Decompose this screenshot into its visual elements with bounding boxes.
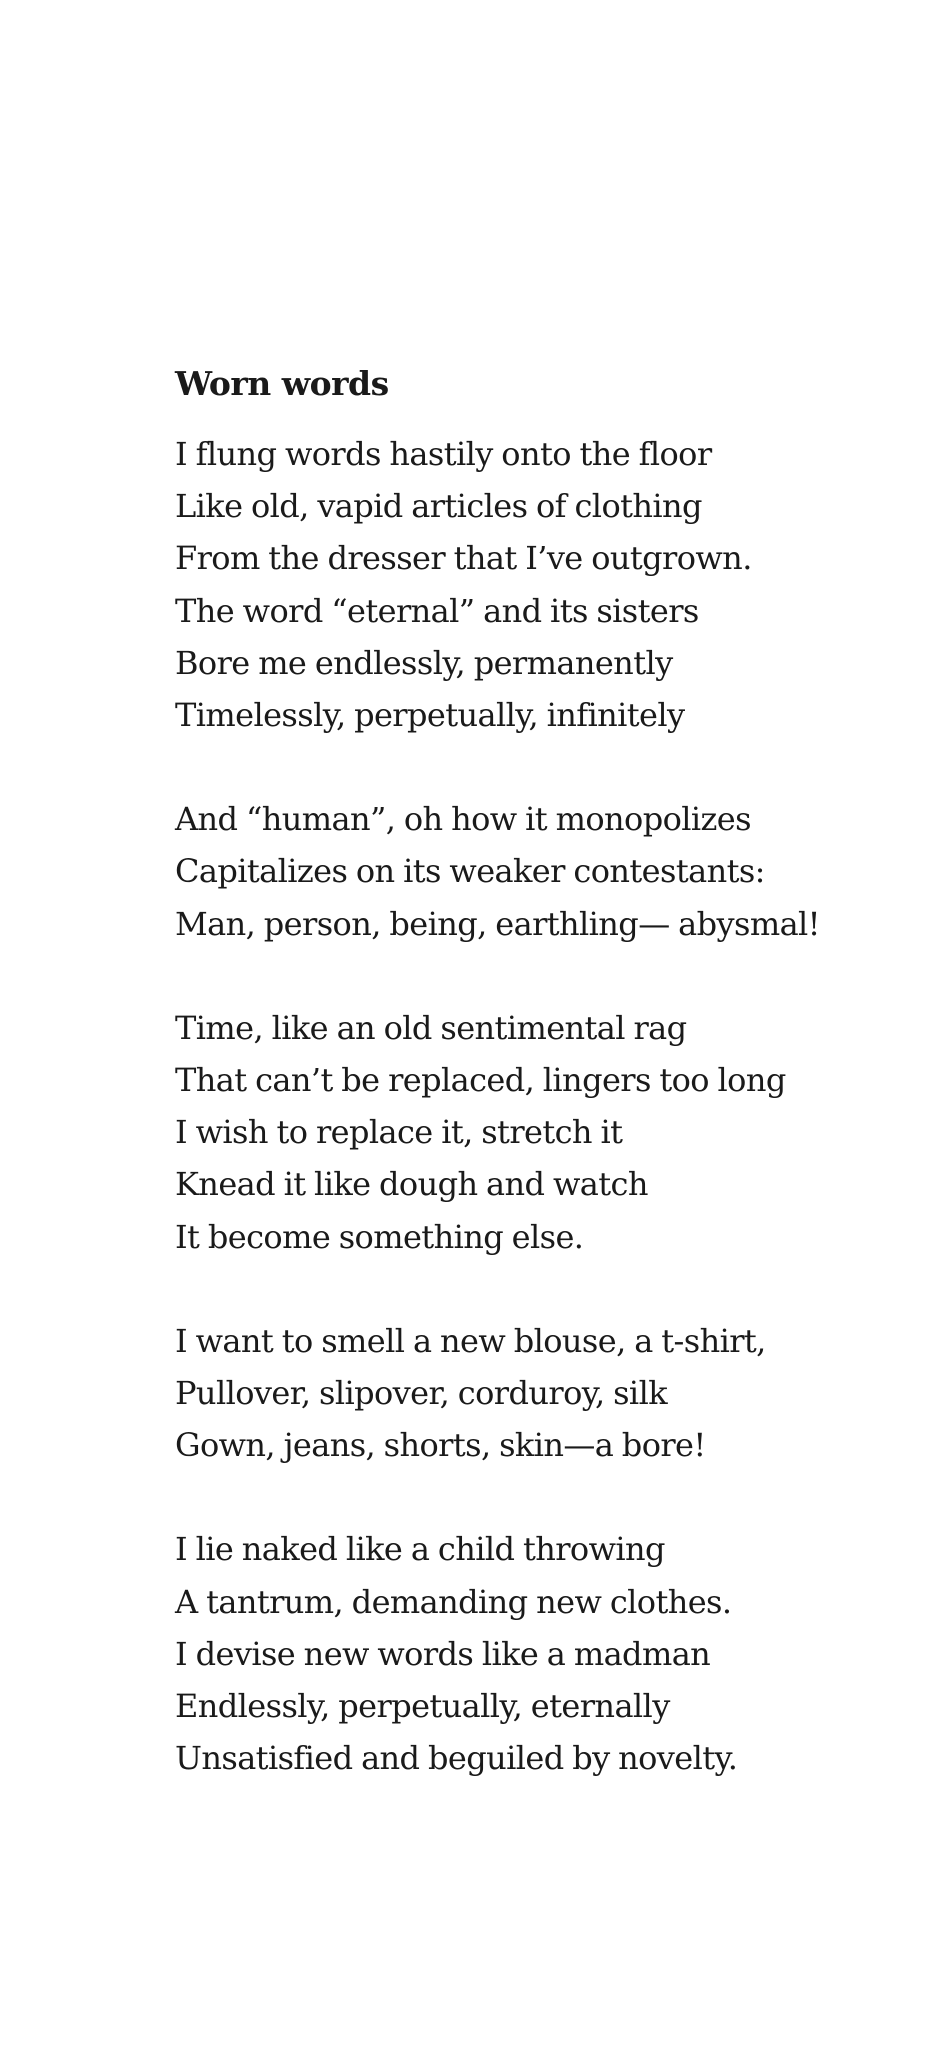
poem-line: I wish to replace it, stretch it — [175, 1113, 623, 1152]
poem-line: I flung words hastily onto the floor — [175, 435, 712, 473]
poem-page — [175, 362, 905, 1784]
stanza-5 — [175, 1523, 905, 1784]
poem-line: It become something else. — [175, 1217, 584, 1256]
stanza-1 — [175, 428, 905, 741]
poem-line: That can’t be replaced, lingers too long — [175, 1061, 786, 1100]
poem-line: I want to smell a new blouse, a t-shirt, — [175, 1321, 766, 1360]
poem-line: Capitalizes on its weaker contestants: — [175, 852, 765, 891]
stanza-3 — [175, 1002, 905, 1263]
poem-line: I lie naked like a child throwing — [175, 1530, 665, 1569]
poem-line: Endlessly, perpetually, eternally — [175, 1687, 670, 1726]
stanza-2 — [175, 793, 905, 950]
poem-line: Gown, jeans, shorts, skin—a bore! — [175, 1426, 706, 1465]
poem-line: Bore me endlessly, permanently — [175, 643, 673, 682]
poem-line: And “human”, oh how it monopolizes — [175, 800, 751, 839]
poem-line: Man, person, being, earthling— abysmal! — [175, 904, 820, 943]
poem-body — [175, 428, 905, 1784]
poem-line: From the dresser that I’ve outgrown. — [175, 539, 752, 578]
poem-line: Pullover, slipover, corduroy, silk — [175, 1374, 667, 1413]
poem-line: Unsatisfied and beguiled by novelty. — [175, 1739, 738, 1778]
poem-line: Timelessly, perpetually, infinitely — [175, 696, 685, 735]
poem-line: Time, like an old sentimental rag — [175, 1008, 687, 1047]
poem-line: The word “eternal” and its sisters — [175, 591, 699, 630]
poem-title: Worn words — [175, 364, 389, 403]
poem-line: Like old, vapid articles of clothing — [175, 487, 702, 526]
poem-line: I devise new words like a madman — [175, 1634, 711, 1673]
poem-line: Knead it like dough and watch — [175, 1165, 648, 1204]
poem-line: A tantrum, demanding new clothes. — [175, 1582, 732, 1621]
stanza-4 — [175, 1315, 905, 1472]
